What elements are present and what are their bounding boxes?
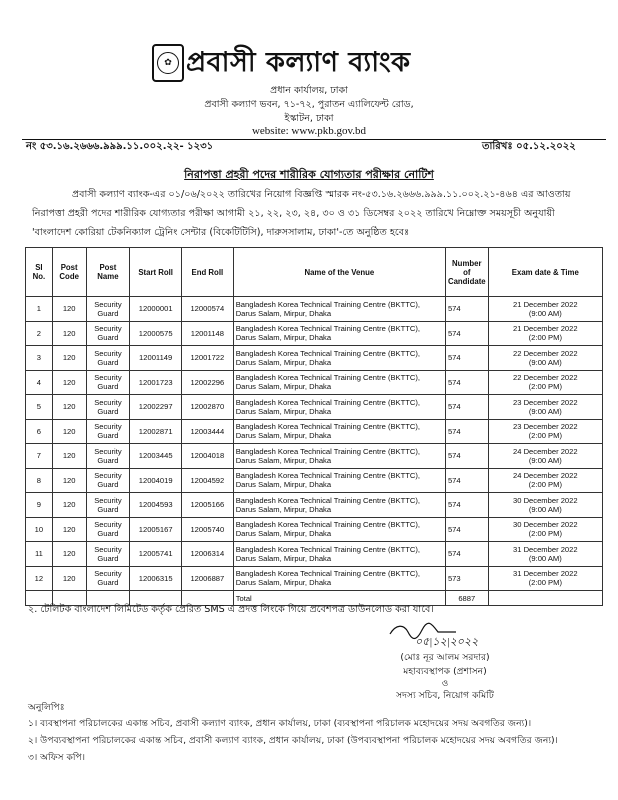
cell-start-roll: 12006315 (130, 566, 182, 591)
header-end-roll: End Roll (182, 248, 234, 297)
venue-line-2: Darus Salam, Mirpur, Dhaka (235, 406, 332, 416)
exam-date: 23 December 2022 (513, 397, 578, 407)
exam-time: (9:00 AM) (528, 357, 562, 367)
cell-end-roll: 12003444 (182, 419, 234, 444)
cell-venue (233, 517, 445, 542)
exam-time: (2:00 PM) (528, 529, 562, 539)
cell-start-roll: 12003445 (130, 444, 182, 469)
cell-end-roll: 12002870 (182, 395, 234, 420)
cell-start-roll: 12001149 (130, 346, 182, 371)
cc-item-2: ২। উপব্যবস্থাপনা পরিচালকের একান্ত সচিব, প্রবাসী কল্যাণ ব্যাংক, প্রধান কার্যালয়, ঢাকা (উপব্যবস্থাপনা পরিচালক মহোদয়ের সদয় অবগতির জন্য)। (28, 735, 558, 746)
notice-title: নিরাপত্তা প্রহরী পদের শারীরিক যোগ্যতার পরীক্ষার নোটিশ (184, 168, 434, 181)
table-row (26, 542, 603, 567)
cell-venue (233, 566, 445, 591)
cell-candidate-count: 574 (445, 419, 488, 444)
table-row (26, 297, 603, 322)
paragraph-line-3: 'বাংলাদেশ কোরিয়া টেকনিক্যাল ট্রেনিং সেন্টার (বিকেটিটিসি), দারুসসালাম, ঢাকা'-তে অনুষ্ঠিত হবেঃ (32, 227, 410, 238)
cell-sl: 6 (26, 419, 53, 444)
exam-time: (9:00 AM) (528, 504, 562, 514)
memo-date: তারিখঃ ০৫.১২.২০২২ (482, 141, 576, 152)
cell-post-name: Security Guard (86, 468, 130, 493)
venue-line-1: Bangladesh Korea Technical Training Centre (BKTTC), (235, 348, 421, 358)
cell-candidate-count: 574 (445, 370, 488, 395)
cell-venue (233, 444, 445, 469)
address-line-1: প্রবাসী কল্যাণ ভবন, ৭১-৭২, পুরাতন এ্যালিফেন্ট রোড, (204, 99, 414, 110)
bank-name: প্রবাসী কল্যাণ ব্যাংক (186, 47, 411, 78)
table-row (26, 517, 603, 542)
cell-post-code: 120 (52, 517, 86, 542)
cell-exam-date-time (488, 493, 602, 518)
cell-candidate-count: 574 (445, 517, 488, 542)
cell-exam-date-time (488, 517, 602, 542)
venue-line-2: Darus Salam, Mirpur, Dhaka (235, 480, 332, 490)
cell-sl: 7 (26, 444, 53, 469)
cell-sl: 2 (26, 321, 53, 346)
table-row (26, 395, 603, 420)
exam-time: (2:00 PM) (528, 578, 562, 588)
cell-exam-date-time (488, 444, 602, 469)
cell-post-name: Security Guard (86, 517, 130, 542)
table-row (26, 321, 603, 346)
cell-exam-date-time (488, 346, 602, 371)
cell-post-name: Security Guard (86, 346, 130, 371)
venue-line-1: Bangladesh Korea Technical Training Centre (BKTTC), (235, 397, 421, 407)
cell-post-name: Security Guard (86, 297, 130, 322)
venue-line-1: Bangladesh Korea Technical Training Centre (BKTTC), (235, 520, 421, 530)
cell-end-roll: 12006314 (182, 542, 234, 567)
cell-sl: 12 (26, 566, 53, 591)
exam-date: 30 December 2022 (513, 520, 578, 530)
cell-sl: 8 (26, 468, 53, 493)
venue-line-2: Darus Salam, Mirpur, Dhaka (235, 431, 332, 441)
exam-date: 31 December 2022 (513, 544, 578, 554)
cell-sl: 1 (26, 297, 53, 322)
cell-post-code: 120 (52, 321, 86, 346)
cell-candidate-count: 574 (445, 542, 488, 567)
table-row (26, 468, 603, 493)
cell-post-name: Security Guard (86, 566, 130, 591)
cell-post-code: 120 (52, 419, 86, 444)
table-row (26, 444, 603, 469)
table-row (26, 566, 603, 591)
cell-post-code: 120 (52, 297, 86, 322)
venue-line-1: Bangladesh Korea Technical Training Centre (BKTTC), (235, 422, 421, 432)
website-link[interactable]: website: www.pkb.gov.bd (251, 125, 367, 137)
cell-start-roll: 12004593 (130, 493, 182, 518)
cell-venue (233, 542, 445, 567)
exam-time: (2:00 PM) (528, 480, 562, 490)
cell-venue (233, 493, 445, 518)
table-row (26, 493, 603, 518)
cc-item-1: ১। ব্যবস্থাপনা পরিচালকের একান্ত সচিব, প্রবাসী কল্যাণ ব্যাংক, প্রধান কার্যালয়, ঢাকা (ব্যবস্থাপনা পরিচালক মহোদয়ের সদয় অবগতির জন্য)। (28, 718, 532, 729)
header-candidate-count: Number of Candidate (445, 248, 488, 297)
signatory-and: ও (441, 678, 449, 689)
cell-post-code: 120 (52, 468, 86, 493)
exam-time: (9:00 AM) (528, 406, 562, 416)
cell-post-code: 120 (52, 542, 86, 567)
cell-sl: 11 (26, 542, 53, 567)
venue-line-1: Bangladesh Korea Technical Training Centre (BKTTC), (235, 299, 421, 309)
cell-sl: 5 (26, 395, 53, 420)
cell-post-code: 120 (52, 566, 86, 591)
cell-candidate-count: 574 (445, 493, 488, 518)
signatory-name: (মোঃ নূর আলম সরদার) (400, 652, 490, 663)
cell-start-roll: 12001723 (130, 370, 182, 395)
cell-exam-date-time (488, 542, 602, 567)
cell-venue (233, 346, 445, 371)
exam-date: 24 December 2022 (513, 471, 578, 481)
cell-post-name: Security Guard (86, 321, 130, 346)
venue-line-2: Darus Salam, Mirpur, Dhaka (235, 357, 332, 367)
exam-date: 22 December 2022 (513, 348, 578, 358)
venue-line-2: Darus Salam, Mirpur, Dhaka (235, 455, 332, 465)
cell-venue (233, 419, 445, 444)
cell-start-roll: 12004019 (130, 468, 182, 493)
signatory-designation: মহাব্যবস্থাপক (প্রশাসন) (403, 666, 487, 677)
cell-sl: 9 (26, 493, 53, 518)
cell-post-name: Security Guard (86, 395, 130, 420)
cell-post-code: 120 (52, 493, 86, 518)
cell-end-roll: 12004018 (182, 444, 234, 469)
table-row (26, 370, 603, 395)
cell-post-name: Security Guard (86, 542, 130, 567)
cell-end-roll: 12000574 (182, 297, 234, 322)
cell-candidate-count: 574 (445, 444, 488, 469)
cell-post-name: Security Guard (86, 444, 130, 469)
cell-post-name: Security Guard (86, 419, 130, 444)
venue-line-1: Bangladesh Korea Technical Training Centre (BKTTC), (235, 569, 421, 579)
exam-time: (2:00 PM) (528, 333, 562, 343)
cell-candidate-count: 574 (445, 468, 488, 493)
venue-line-2: Darus Salam, Mirpur, Dhaka (235, 529, 332, 539)
table-header-row (26, 248, 603, 297)
signatory-role: সদস্য সচিব, নিয়োগ কমিটি (396, 690, 494, 701)
address-line-2: ইস্কাটন, ঢাকা (284, 113, 334, 124)
exam-time: (9:00 AM) (528, 455, 562, 465)
header-post-name: Post Name (86, 248, 130, 297)
cell-end-roll: 12006887 (182, 566, 234, 591)
cell-start-roll: 12002297 (130, 395, 182, 420)
cell-start-roll: 12005741 (130, 542, 182, 567)
cell-start-roll: 12000575 (130, 321, 182, 346)
exam-date: 30 December 2022 (513, 495, 578, 505)
cell-post-name: Security Guard (86, 493, 130, 518)
cell-candidate-count: 574 (445, 321, 488, 346)
table-row (26, 419, 603, 444)
cell-post-code: 120 (52, 395, 86, 420)
cell-start-roll: 12002871 (130, 419, 182, 444)
cell-sl: 10 (26, 517, 53, 542)
header-exam-date-time: Exam date & Time (488, 248, 602, 297)
cell-end-roll: 12002296 (182, 370, 234, 395)
cell-sl: 4 (26, 370, 53, 395)
cell-venue (233, 297, 445, 322)
cell-exam-date-time (488, 566, 602, 591)
cell-exam-date-time (488, 370, 602, 395)
exam-time: (9:00 AM) (528, 308, 562, 318)
venue-line-1: Bangladesh Korea Technical Training Centre (BKTTC), (235, 544, 421, 554)
exam-date: 21 December 2022 (513, 299, 578, 309)
cell-post-name: Security Guard (86, 370, 130, 395)
header-venue: Name of the Venue (233, 248, 445, 297)
office-name: প্রধান কার্যালয়, ঢাকা (270, 85, 348, 96)
cell-venue (233, 370, 445, 395)
cell-end-roll: 12004592 (182, 468, 234, 493)
exam-time: (2:00 PM) (528, 382, 562, 392)
cell-start-roll: 12005167 (130, 517, 182, 542)
cell-start-roll: 12000001 (130, 297, 182, 322)
venue-line-2: Darus Salam, Mirpur, Dhaka (235, 333, 332, 343)
exam-date: 31 December 2022 (513, 569, 578, 579)
venue-line-1: Bangladesh Korea Technical Training Centre (BKTTC), (235, 471, 421, 481)
venue-line-1: Bangladesh Korea Technical Training Centre (BKTTC), (235, 495, 421, 505)
header-start-roll: Start Roll (130, 248, 182, 297)
cell-post-code: 120 (52, 444, 86, 469)
cell-post-code: 120 (52, 370, 86, 395)
cell-sl: 3 (26, 346, 53, 371)
paragraph-line-1: প্রবাসী কল্যাণ ব্যাংক-এর ০১/০৬/২০২২ তারিখের নিয়োগ বিজ্ঞপ্তি স্মারক নং-৫৩.১৬.২৬৬৬.৯৯৯.১১.০০২.২১-৪৬৪ এর আওতায় (72, 189, 571, 200)
bank-seal-icon: ✿ (152, 44, 184, 82)
memo-number: নং ৫৩.১৬.২৬৬৬.৯৯৯.১১.০০২.২২- ১২৩১ (26, 141, 214, 152)
cell-venue (233, 468, 445, 493)
exam-time: (9:00 AM) (528, 553, 562, 563)
cell-exam-date-time (488, 419, 602, 444)
cc-item-3: ৩। অফিস কপি। (28, 752, 86, 763)
cell-venue (233, 395, 445, 420)
cell-venue (233, 321, 445, 346)
cell-candidate-count: 574 (445, 395, 488, 420)
exam-time: (2:00 PM) (528, 431, 562, 441)
cell-end-roll: 12005740 (182, 517, 234, 542)
venue-line-2: Darus Salam, Mirpur, Dhaka (235, 308, 332, 318)
notice-paragraph (32, 185, 592, 242)
cell-exam-date-time (488, 321, 602, 346)
signature-date: ০৫|১২|২০২২ (415, 636, 479, 648)
header-sl: Sl No. (26, 248, 53, 297)
total-label: Total (233, 591, 445, 606)
venue-line-1: Bangladesh Korea Technical Training Centre (BKTTC), (235, 373, 421, 383)
venue-line-2: Darus Salam, Mirpur, Dhaka (235, 504, 332, 514)
table-row (26, 346, 603, 371)
venue-line-1: Bangladesh Korea Technical Training Centre (BKTTC), (235, 446, 421, 456)
cell-exam-date-time (488, 395, 602, 420)
cell-end-roll: 12001722 (182, 346, 234, 371)
cell-candidate-count: 574 (445, 346, 488, 371)
venue-line-2: Darus Salam, Mirpur, Dhaka (235, 553, 332, 563)
venue-line-1: Bangladesh Korea Technical Training Centre (BKTTC), (235, 324, 421, 334)
cell-end-roll: 12005166 (182, 493, 234, 518)
cell-post-code: 120 (52, 346, 86, 371)
admit-card-note: ২. টেলিটক বাংলাদেশ লিমিটেড কর্তৃক প্রেরিত SMS এ প্রদত্ত লিংকে গিয়ে প্রবেশপত্র ডাউনলোড করা যাবে। (28, 604, 434, 615)
cell-candidate-count: 573 (445, 566, 488, 591)
cell-exam-date-time (488, 297, 602, 322)
cell-candidate-count: 574 (445, 297, 488, 322)
cc-heading: অনুলিপিঃ (28, 702, 65, 713)
exam-date: 22 December 2022 (513, 373, 578, 383)
total-value: 6887 (445, 591, 488, 606)
exam-date: 21 December 2022 (513, 324, 578, 334)
exam-schedule-table (25, 247, 603, 606)
venue-line-2: Darus Salam, Mirpur, Dhaka (235, 382, 332, 392)
venue-line-2: Darus Salam, Mirpur, Dhaka (235, 578, 332, 588)
exam-date: 24 December 2022 (513, 446, 578, 456)
cell-end-roll: 12001148 (182, 321, 234, 346)
paragraph-line-2: নিরাপত্তা প্রহরী পদের শারীরিক যোগ্যতার পরীক্ষা আগামী ২১, ২২, ২৩, ২৪, ৩০ ও ৩১ ডিসেম্বর ২০২২ তারিখে নিম্নোক্ত সময়সূচী অনুযায়ী (32, 208, 555, 219)
header-post-code: Post Code (52, 248, 86, 297)
exam-date: 23 December 2022 (513, 422, 578, 432)
cell-exam-date-time (488, 468, 602, 493)
